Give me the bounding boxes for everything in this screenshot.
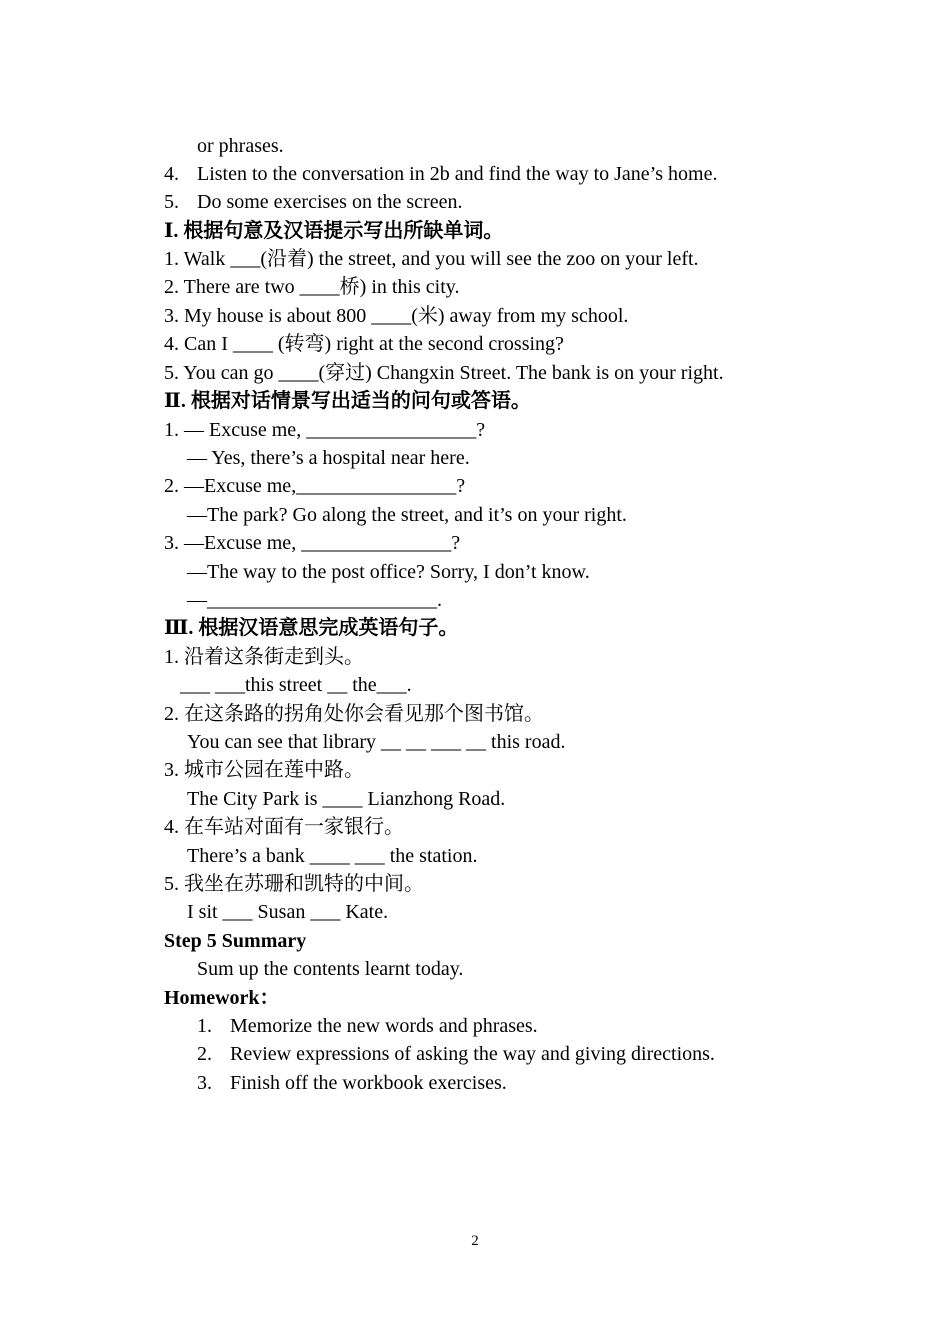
homework-item-number: 3.	[197, 1072, 212, 1094]
homework-item	[197, 1069, 507, 1097]
section-3-question-5-english: I sit ___ Susan ___ Kate.	[187, 901, 389, 923]
section-1-question-3: 3. My house is about 800 ____(米) away from my school.	[164, 305, 629, 327]
section-1-question-1: 1. Walk ___(沿着) the street, and you will see the zoo on your left.	[164, 248, 699, 270]
section-3-question-1-chinese: 1. 沿着这条街走到头。	[164, 646, 364, 668]
step-item-4	[164, 160, 717, 188]
section-3-question-4-chinese: 4. 在车站对面有一家银行。	[164, 816, 404, 838]
step-item-4-number: 4.	[164, 163, 179, 185]
homework-item-text: Review expressions of asking the way and giving directions.	[230, 1043, 715, 1065]
step-item-5	[164, 188, 462, 216]
section-2-answer-1: — Yes, there’s a hospital near here.	[187, 447, 470, 469]
summary-text: Sum up the contents learnt today.	[197, 958, 464, 980]
step-item-4-text: Listen to the conversation in 2b and find the way to Jane’s home.	[197, 163, 718, 185]
homework-heading: Homework：	[164, 987, 280, 1009]
section-2-heading: Ⅱ. 根据对话情景写出适当的问句或答语。	[164, 390, 531, 412]
page-number: 2	[471, 1233, 479, 1249]
homework-item	[197, 1040, 715, 1068]
section-3-question-2-chinese: 2. 在这条路的拐角处你会看见那个图书馆。	[164, 703, 544, 725]
section-2-answer-2: —The park? Go along the street, and it’s on your right.	[187, 504, 627, 526]
section-3-question-4-english: There’s a bank ____ ___ the station.	[187, 845, 478, 867]
homework-item-text: Memorize the new words and phrases.	[230, 1015, 538, 1037]
step-item-5-number: 5.	[164, 191, 179, 213]
step-text-continuation: or phrases.	[197, 135, 284, 157]
section-3-heading: Ⅲ. 根据汉语意思完成英语句子。	[164, 617, 459, 639]
section-3-question-3-chinese: 3. 城市公园在莲中路。	[164, 759, 364, 781]
section-3-question-5-chinese: 5. 我坐在苏珊和凯特的中间。	[164, 873, 424, 895]
section-1-question-4: 4. Can I ____ (转弯) right at the second crossing?	[164, 333, 564, 355]
section-3-question-3-english: The City Park is ____ Lianzhong Road.	[187, 788, 506, 810]
homework-item-number: 2.	[197, 1043, 212, 1065]
step-item-5-text: Do some exercises on the screen.	[197, 191, 463, 213]
homework-item-number: 1.	[197, 1015, 212, 1037]
section-2-question-3: 3. —Excuse me, _______________?	[164, 532, 461, 554]
section-2-answer-3-blank: —_______________________.	[187, 589, 442, 611]
section-3-question-1-english: ___ ___this street __ the___.	[180, 674, 412, 696]
summary-heading: Step 5 Summary	[164, 930, 307, 952]
section-1-question-5: 5. You can go ____(穿过) Changxin Street. The bank is on your right.	[164, 362, 724, 384]
section-2-question-1: 1. — Excuse me, _________________?	[164, 419, 486, 441]
homework-item-text: Finish off the workbook exercises.	[230, 1072, 507, 1094]
section-3-question-2-english: You can see that library __ __ ___ __ this road.	[187, 731, 566, 753]
section-2-answer-3: —The way to the post office? Sorry, I don’t know.	[187, 561, 590, 583]
homework-item	[197, 1012, 538, 1040]
section-1-heading: Ⅰ. 根据句意及汉语提示写出所缺单词。	[164, 220, 504, 242]
section-2-question-2: 2. —Excuse me,________________?	[164, 475, 466, 497]
section-1-question-2: 2. There are two ____桥) in this city.	[164, 276, 460, 298]
